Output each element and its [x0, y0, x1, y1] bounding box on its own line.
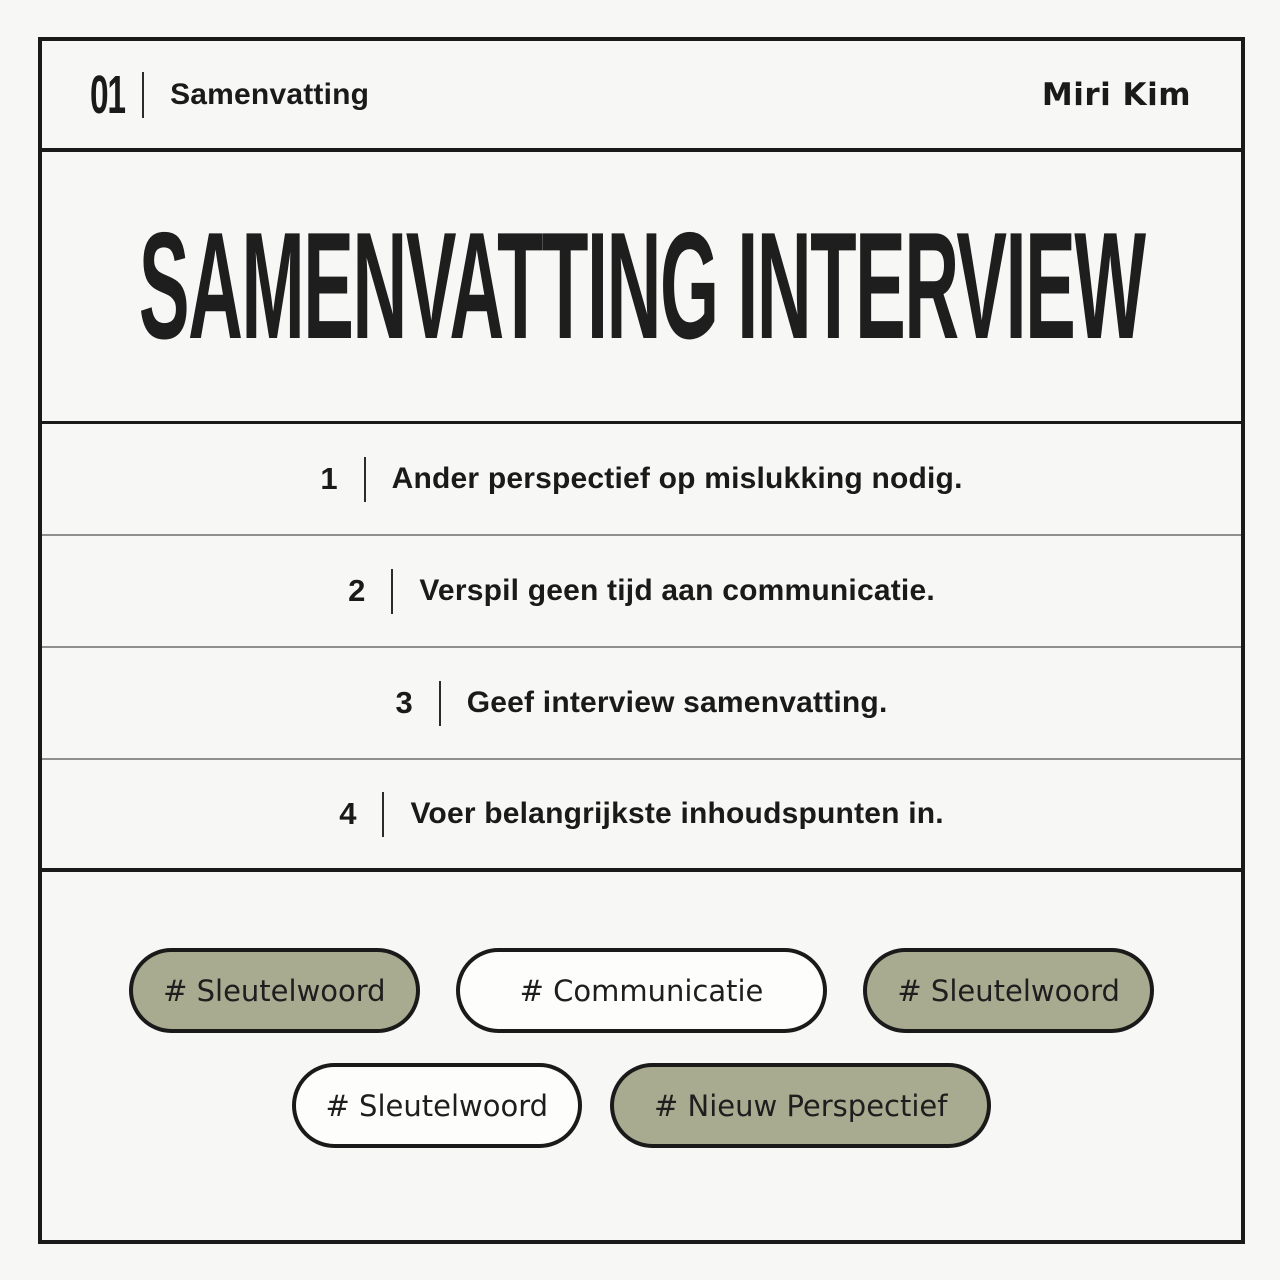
page-number: 01: [90, 64, 125, 125]
item-divider: [382, 792, 384, 837]
item-text: Voer belangrijkste inhoudspunten in.: [410, 797, 944, 830]
item-text: Ander perspectief op mislukking nodig.: [391, 462, 963, 495]
list-item-1: [42, 424, 1241, 536]
tag-label: # Communicatie: [519, 973, 764, 1008]
list-item-4: [42, 760, 1241, 872]
tag-sleutelwoord-1: [129, 948, 420, 1033]
page-title: SAMENVATTING INTERVIEW: [138, 201, 1145, 371]
item-divider: [391, 569, 393, 614]
item-divider: [439, 681, 441, 726]
content-frame: [38, 37, 1245, 1244]
item-number: 1: [320, 461, 338, 496]
item-number: 2: [348, 573, 366, 608]
header-bar: [42, 41, 1241, 152]
tags-row-1: [129, 948, 1154, 1033]
section-label: Samenvatting: [170, 77, 370, 111]
item-number: 4: [339, 796, 357, 831]
tags-section: [42, 872, 1241, 1240]
tag-communicatie: [456, 948, 828, 1033]
item-text: Verspil geen tijd aan communicatie.: [419, 574, 935, 607]
title-section: [42, 152, 1241, 424]
tag-label: # Sleutelwoord: [325, 1088, 549, 1123]
tag-label: # Sleutelwoord: [163, 973, 386, 1008]
tag-label: # Sleutelwoord: [897, 973, 1120, 1008]
tag-sleutelwoord-3: [292, 1063, 583, 1148]
header-divider: [142, 72, 144, 118]
item-divider: [364, 457, 366, 502]
list-item-3: [42, 648, 1241, 760]
tag-sleutelwoord-2: [863, 948, 1154, 1033]
tag-label: # Nieuw Perspectief: [654, 1088, 948, 1123]
item-text: Geef interview samenvatting.: [466, 686, 888, 719]
list-item-2: [42, 536, 1241, 648]
item-number: 3: [395, 685, 413, 720]
author-name: Miri Kim: [1041, 76, 1191, 113]
tag-nieuw-perspectief: [610, 1063, 991, 1148]
tags-row-2: [292, 1063, 992, 1148]
